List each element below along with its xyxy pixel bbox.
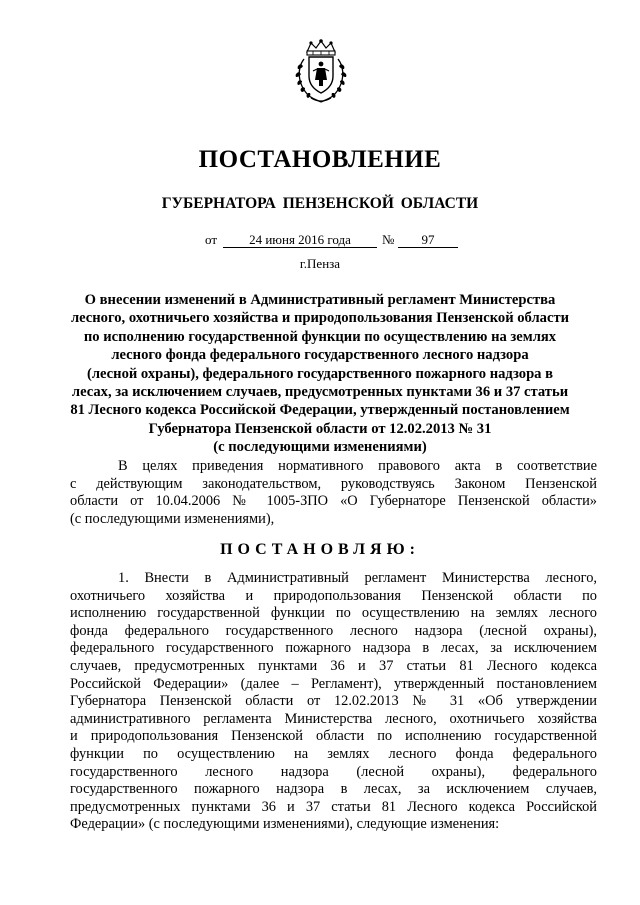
heading-line: (с последующими изменениями) — [213, 439, 427, 456]
document-heading — [70, 291, 570, 457]
item-line: федерального государственного пожарного надзора в лесах, за исключением — [70, 640, 597, 657]
document-subtitle: ГУБЕРНАТОРА ПЕНЗЕНСКОЙ ОБЛАСТИ — [161, 195, 479, 212]
item-line: государственного лесного надзора (лесной охраны), федерального — [70, 763, 597, 780]
item-line: Российской Федерации» (далее – Регламент), утвержденный постановлением — [70, 675, 597, 692]
item-line: 1. Внести в Административный регламент Министерства лесного, — [118, 570, 597, 586]
item-line: случаев, предусмотренных пунктами 36 и 37 статьи 81 Лесного кодекса — [70, 657, 597, 674]
heading-line: по исполнению государственной функции по осуществлению на землях — [83, 328, 557, 345]
heading-line: лесах, за исключением случаев, предусмотренных пунктами 36 и 37 статьи — [71, 384, 569, 401]
item-line: Федерации» (с последующими изменениями), следующие изменения: — [70, 816, 500, 833]
heading-line: Губернатора Пензенской области от 12.02.2013 № 31 — [148, 420, 492, 437]
decree-word: ПОСТАНОВЛЯЮ: — [220, 541, 420, 558]
date-prefix: от — [205, 232, 218, 247]
number-prefix: № — [382, 232, 395, 247]
document-title: ПОСТАНОВЛЕНИЕ — [198, 146, 442, 173]
date-field — [223, 232, 377, 248]
heading-line: 81 Лесного кодекса Российской Федерации, утвержденный постановлением — [70, 402, 570, 419]
heading-line: О внесении изменений в Административный регламент Министерства — [84, 292, 556, 308]
coat-of-arms-emblem — [293, 38, 349, 104]
number-field — [398, 232, 458, 248]
item-line: Губернатора Пензенской области от 12.02.2013 № 31 «Об утверждении — [70, 693, 597, 710]
item-line: и природопользования Пензенской области по исполнению государственной — [70, 728, 597, 745]
item-line: предусмотренных пунктами 36 и 37 статьи 81 Лесного кодекса Российской — [70, 798, 597, 815]
preamble-paragraph — [70, 458, 597, 528]
item-1-paragraph — [70, 570, 597, 834]
preamble-line: (с последующими изменениями), — [70, 510, 275, 527]
item-line: охотничьего хозяйства и природопользования Пензенской области по — [70, 587, 597, 604]
number-value: 97 — [421, 232, 435, 247]
preamble-line: с действующим законодательством, руководствуясь Законом Пензенской — [70, 475, 597, 492]
item-line: функции по осуществлению на землях лесного фонда федерального — [70, 745, 597, 762]
preamble-line: В целях приведения нормативного правового акта в соответствие — [118, 458, 597, 474]
item-line: фонда федерального государственного лесного надзора (лесной охраны), — [70, 622, 597, 639]
city-name: г.Пенза — [299, 256, 341, 271]
item-line: исполнению государственной функции по осуществлению на землях лесного — [70, 605, 597, 622]
item-line: государственного пожарного надзора в лесах, за исключением случаев, — [70, 781, 597, 798]
heading-line: лесного фонда федерального государственного лесного надзора — [111, 347, 529, 364]
preamble-line: области от 10.04.2006 № 1005-ЗПО «О Губернаторе Пензенской области» — [70, 493, 597, 510]
item-line: административного регламента Министерства лесного, охотничьего хозяйства — [70, 710, 597, 727]
heading-line: лесного, охотничьего хозяйства и природопользования Пензенской области — [70, 310, 570, 327]
date-number-line — [0, 232, 640, 252]
heading-line: (лесной охраны), федерального государственного пожарного надзора в — [86, 365, 554, 382]
date-value: 24 июня 2016 года — [249, 232, 351, 247]
